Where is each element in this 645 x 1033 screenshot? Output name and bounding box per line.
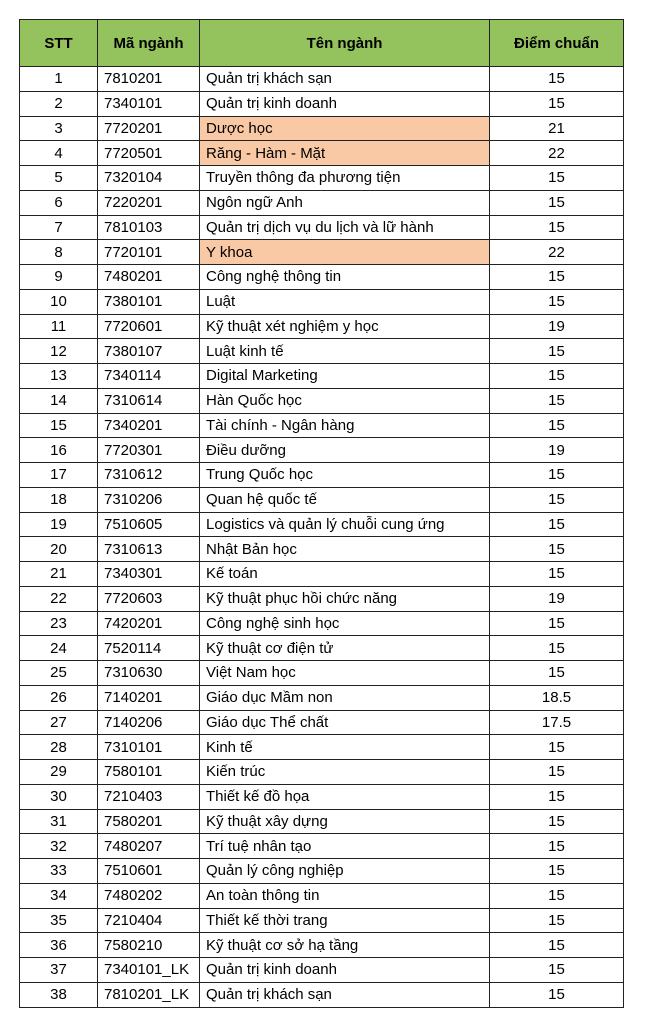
cell-name: Hàn Quốc học xyxy=(200,388,490,413)
cell-code: 7480207 xyxy=(98,834,200,859)
header-score: Điểm chuẩn xyxy=(490,20,624,67)
cell-code: 7520114 xyxy=(98,636,200,661)
cell-code: 7310630 xyxy=(98,661,200,686)
cell-stt: 18 xyxy=(20,487,98,512)
cell-name: Nhật Bản học xyxy=(200,537,490,562)
cell-name: Ngôn ngữ Anh xyxy=(200,190,490,215)
cell-stt: 35 xyxy=(20,908,98,933)
cell-stt: 36 xyxy=(20,933,98,958)
cell-name: Kỹ thuật phục hồi chức năng xyxy=(200,586,490,611)
cell-name: Kế toán xyxy=(200,562,490,587)
cell-name: Quản trị dịch vụ du lịch và lữ hành xyxy=(200,215,490,240)
table-row xyxy=(20,760,624,785)
cell-name: Quan hệ quốc tế xyxy=(200,487,490,512)
cell-stt: 15 xyxy=(20,413,98,438)
cell-stt: 20 xyxy=(20,537,98,562)
cell-score: 15 xyxy=(490,215,624,240)
cell-name: Quản lý công nghiệp xyxy=(200,859,490,884)
cell-score: 15 xyxy=(490,487,624,512)
cell-name: Kỹ thuật xây dựng xyxy=(200,809,490,834)
cell-score: 15 xyxy=(490,760,624,785)
table-row xyxy=(20,463,624,488)
cell-stt: 22 xyxy=(20,586,98,611)
cell-name: Kiến trúc xyxy=(200,760,490,785)
cell-code: 7420201 xyxy=(98,611,200,636)
cell-stt: 29 xyxy=(20,760,98,785)
table-row xyxy=(20,661,624,686)
cell-score: 15 xyxy=(490,859,624,884)
table-row xyxy=(20,116,624,141)
cell-stt: 14 xyxy=(20,388,98,413)
admission-table-container xyxy=(19,19,623,1008)
cell-code: 7810201_LK xyxy=(98,982,200,1007)
cell-stt: 25 xyxy=(20,661,98,686)
cell-stt: 17 xyxy=(20,463,98,488)
cell-code: 7310101 xyxy=(98,735,200,760)
table-row xyxy=(20,190,624,215)
cell-name: An toàn thông tin xyxy=(200,883,490,908)
cell-score: 15 xyxy=(490,562,624,587)
table-row xyxy=(20,611,624,636)
table-row xyxy=(20,314,624,339)
cell-stt: 30 xyxy=(20,784,98,809)
cell-stt: 6 xyxy=(20,190,98,215)
cell-stt: 16 xyxy=(20,438,98,463)
table-row xyxy=(20,265,624,290)
cell-code: 7580210 xyxy=(98,933,200,958)
cell-name: Quản trị khách sạn xyxy=(200,982,490,1007)
cell-name: Răng - Hàm - Mặt xyxy=(200,141,490,166)
table-row xyxy=(20,438,624,463)
table-row xyxy=(20,339,624,364)
cell-code: 7510605 xyxy=(98,512,200,537)
cell-name: Công nghệ thông tin xyxy=(200,265,490,290)
cell-score: 15 xyxy=(490,982,624,1007)
cell-code: 7310614 xyxy=(98,388,200,413)
cell-code: 7340301 xyxy=(98,562,200,587)
cell-stt: 13 xyxy=(20,364,98,389)
table-row xyxy=(20,67,624,92)
cell-score: 15 xyxy=(490,958,624,983)
cell-score: 15 xyxy=(490,166,624,191)
cell-stt: 3 xyxy=(20,116,98,141)
cell-score: 15 xyxy=(490,636,624,661)
cell-code: 7340101 xyxy=(98,91,200,116)
cell-name: Kỹ thuật cơ sở hạ tầng xyxy=(200,933,490,958)
cell-name: Giáo dục Thể chất xyxy=(200,710,490,735)
admission-score-table xyxy=(19,19,624,1008)
table-header-row xyxy=(20,20,624,67)
cell-code: 7340201 xyxy=(98,413,200,438)
table-row xyxy=(20,512,624,537)
cell-score: 19 xyxy=(490,438,624,463)
table-body xyxy=(20,67,624,1008)
table-row xyxy=(20,240,624,265)
table-row xyxy=(20,958,624,983)
cell-name: Luật kinh tế xyxy=(200,339,490,364)
cell-code: 7580101 xyxy=(98,760,200,785)
table-row xyxy=(20,784,624,809)
table-row xyxy=(20,141,624,166)
cell-name: Việt Nam học xyxy=(200,661,490,686)
header-code: Mã ngành xyxy=(98,20,200,67)
cell-name: Y khoa xyxy=(200,240,490,265)
table-row xyxy=(20,809,624,834)
cell-stt: 1 xyxy=(20,67,98,92)
cell-name: Công nghệ sinh học xyxy=(200,611,490,636)
cell-name: Trí tuệ nhân tạo xyxy=(200,834,490,859)
cell-code: 7210404 xyxy=(98,908,200,933)
cell-score: 18.5 xyxy=(490,685,624,710)
cell-code: 7310613 xyxy=(98,537,200,562)
table-row xyxy=(20,883,624,908)
cell-score: 15 xyxy=(490,933,624,958)
table-row xyxy=(20,636,624,661)
cell-name: Giáo dục Mầm non xyxy=(200,685,490,710)
cell-score: 15 xyxy=(490,661,624,686)
cell-score: 15 xyxy=(490,735,624,760)
cell-stt: 5 xyxy=(20,166,98,191)
cell-name: Dược học xyxy=(200,116,490,141)
cell-score: 15 xyxy=(490,364,624,389)
cell-stt: 38 xyxy=(20,982,98,1007)
cell-code: 7220201 xyxy=(98,190,200,215)
cell-name: Tài chính - Ngân hàng xyxy=(200,413,490,438)
cell-code: 7720601 xyxy=(98,314,200,339)
cell-score: 15 xyxy=(490,512,624,537)
cell-name: Điều dưỡng xyxy=(200,438,490,463)
table-row xyxy=(20,586,624,611)
cell-stt: 8 xyxy=(20,240,98,265)
table-row xyxy=(20,982,624,1007)
cell-stt: 34 xyxy=(20,883,98,908)
table-row xyxy=(20,413,624,438)
table-row xyxy=(20,685,624,710)
cell-stt: 37 xyxy=(20,958,98,983)
table-row xyxy=(20,215,624,240)
cell-score: 15 xyxy=(490,463,624,488)
cell-code: 7380107 xyxy=(98,339,200,364)
cell-stt: 19 xyxy=(20,512,98,537)
cell-code: 7720301 xyxy=(98,438,200,463)
cell-name: Quản trị kinh doanh xyxy=(200,91,490,116)
cell-score: 21 xyxy=(490,116,624,141)
cell-score: 22 xyxy=(490,141,624,166)
cell-code: 7720201 xyxy=(98,116,200,141)
table-row xyxy=(20,933,624,958)
cell-stt: 26 xyxy=(20,685,98,710)
cell-name: Thiết kế thời trang xyxy=(200,908,490,933)
cell-code: 7720603 xyxy=(98,586,200,611)
cell-score: 15 xyxy=(490,611,624,636)
cell-code: 7720501 xyxy=(98,141,200,166)
cell-code: 7140201 xyxy=(98,685,200,710)
cell-score: 15 xyxy=(490,67,624,92)
table-row xyxy=(20,735,624,760)
cell-code: 7310206 xyxy=(98,487,200,512)
header-stt: STT xyxy=(20,20,98,67)
table-row xyxy=(20,537,624,562)
cell-stt: 9 xyxy=(20,265,98,290)
cell-code: 7480202 xyxy=(98,883,200,908)
cell-score: 15 xyxy=(490,883,624,908)
cell-name: Thiết kế đồ họa xyxy=(200,784,490,809)
cell-code: 7320104 xyxy=(98,166,200,191)
cell-score: 15 xyxy=(490,190,624,215)
cell-score: 15 xyxy=(490,265,624,290)
cell-score: 15 xyxy=(490,413,624,438)
table-row xyxy=(20,91,624,116)
cell-score: 15 xyxy=(490,339,624,364)
table-row xyxy=(20,908,624,933)
cell-code: 7580201 xyxy=(98,809,200,834)
cell-stt: 28 xyxy=(20,735,98,760)
cell-score: 17.5 xyxy=(490,710,624,735)
table-row xyxy=(20,289,624,314)
cell-stt: 4 xyxy=(20,141,98,166)
cell-code: 7810103 xyxy=(98,215,200,240)
cell-score: 15 xyxy=(490,834,624,859)
cell-stt: 7 xyxy=(20,215,98,240)
cell-code: 7810201 xyxy=(98,67,200,92)
cell-name: Quản trị khách sạn xyxy=(200,67,490,92)
cell-name: Kinh tế xyxy=(200,735,490,760)
cell-stt: 32 xyxy=(20,834,98,859)
cell-code: 7480201 xyxy=(98,265,200,290)
cell-score: 15 xyxy=(490,388,624,413)
cell-score: 15 xyxy=(490,91,624,116)
cell-stt: 23 xyxy=(20,611,98,636)
table-row xyxy=(20,562,624,587)
cell-code: 7720101 xyxy=(98,240,200,265)
table-row xyxy=(20,834,624,859)
cell-stt: 27 xyxy=(20,710,98,735)
cell-score: 15 xyxy=(490,784,624,809)
cell-name: Kỹ thuật xét nghiệm y học xyxy=(200,314,490,339)
cell-score: 19 xyxy=(490,314,624,339)
table-row xyxy=(20,166,624,191)
cell-name: Logistics và quản lý chuỗi cung ứng xyxy=(200,512,490,537)
cell-code: 7340114 xyxy=(98,364,200,389)
cell-code: 7210403 xyxy=(98,784,200,809)
table-row xyxy=(20,710,624,735)
cell-code: 7140206 xyxy=(98,710,200,735)
table-row xyxy=(20,487,624,512)
cell-name: Digital Marketing xyxy=(200,364,490,389)
cell-name: Quản trị kinh doanh xyxy=(200,958,490,983)
cell-code: 7380101 xyxy=(98,289,200,314)
cell-score: 15 xyxy=(490,809,624,834)
cell-score: 15 xyxy=(490,908,624,933)
cell-name: Kỹ thuật cơ điện tử xyxy=(200,636,490,661)
table-row xyxy=(20,364,624,389)
header-name: Tên ngành xyxy=(200,20,490,67)
table-row xyxy=(20,859,624,884)
cell-code: 7510601 xyxy=(98,859,200,884)
cell-stt: 11 xyxy=(20,314,98,339)
cell-name: Trung Quốc học xyxy=(200,463,490,488)
cell-name: Luật xyxy=(200,289,490,314)
cell-stt: 21 xyxy=(20,562,98,587)
cell-code: 7310612 xyxy=(98,463,200,488)
cell-score: 19 xyxy=(490,586,624,611)
cell-stt: 31 xyxy=(20,809,98,834)
cell-stt: 12 xyxy=(20,339,98,364)
cell-score: 22 xyxy=(490,240,624,265)
cell-score: 15 xyxy=(490,537,624,562)
cell-name: Truyền thông đa phương tiện xyxy=(200,166,490,191)
table-row xyxy=(20,388,624,413)
cell-stt: 2 xyxy=(20,91,98,116)
cell-stt: 10 xyxy=(20,289,98,314)
cell-code: 7340101_LK xyxy=(98,958,200,983)
cell-stt: 24 xyxy=(20,636,98,661)
cell-score: 15 xyxy=(490,289,624,314)
cell-stt: 33 xyxy=(20,859,98,884)
